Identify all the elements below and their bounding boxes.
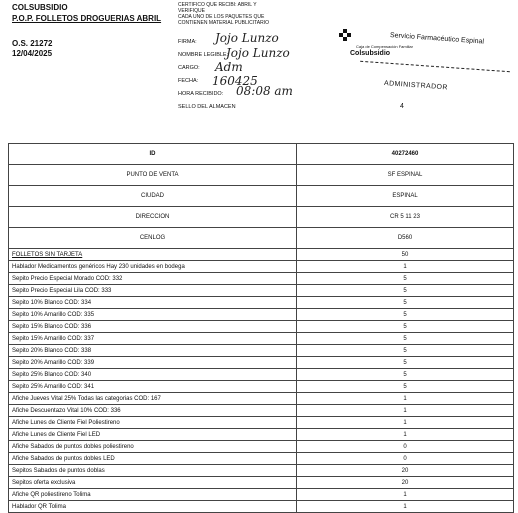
document-date: 12/04/2025	[12, 49, 53, 58]
row-label: Hablador Medicamentos genéricos Hay 230 unidades en bodega	[9, 261, 297, 273]
row-label: Sepito 15% Blanco COD: 336	[9, 321, 297, 333]
row-value: 5	[297, 321, 514, 333]
row-value: 5	[297, 273, 514, 285]
row-value: CR 5 11 23	[297, 207, 514, 228]
item-row	[9, 309, 514, 321]
logo-tagline: Caja de Compensación Familiar	[356, 44, 413, 49]
row-label: Afiche Lunes de Cliente Fiel LED	[9, 429, 297, 441]
fecha-label: FECHA:	[178, 78, 199, 84]
item-row	[9, 297, 514, 309]
row-value: 5	[297, 345, 514, 357]
row-value: 50	[297, 249, 514, 261]
row-value: 1	[297, 489, 514, 501]
row-label: Sepito 25% Blanco COD: 340	[9, 369, 297, 381]
row-value: 5	[297, 357, 514, 369]
row-label: Sepitos oferta exclusiva	[9, 477, 297, 489]
header-row	[9, 207, 514, 228]
row-value: 0	[297, 441, 514, 453]
item-row	[9, 261, 514, 273]
cert-line-1: CERTIFICO QUE RECIBI: ABRIL Y	[178, 2, 257, 8]
role-label: ADMINISTRADOR	[383, 80, 449, 92]
service-label: Servicio Farmacéutico Espinal	[389, 32, 485, 46]
cert-line-2: VERIFIQUE	[178, 8, 205, 14]
row-label: Hablador QR Tolima	[9, 501, 297, 513]
item-row	[9, 393, 514, 405]
row-value: 1	[297, 261, 514, 273]
item-row	[9, 285, 514, 297]
row-label: Afiche Sabados de puntos dobles poliestireno	[9, 441, 297, 453]
item-row	[9, 333, 514, 345]
nombre-value: Jojo Lunzo	[226, 46, 290, 60]
hora-label: HORA RECIBIDO:	[178, 91, 224, 97]
row-value: 1	[297, 417, 514, 429]
firma-signature: Jojo Lunzo	[215, 31, 279, 45]
row-value: 5	[297, 297, 514, 309]
item-row	[9, 429, 514, 441]
os-number: O.S. 21272	[12, 39, 53, 48]
row-label: Afiche Descuentazo Vital 10% COD: 336	[9, 405, 297, 417]
row-value: 5	[297, 369, 514, 381]
header-row	[9, 144, 514, 165]
item-row	[9, 357, 514, 369]
item-row	[9, 321, 514, 333]
item-row	[9, 417, 514, 429]
row-label: FOLLETOS SIN TARJETA	[9, 249, 297, 261]
row-label: Afiche Sabados de puntos dobles LED	[9, 453, 297, 465]
header-row	[9, 186, 514, 207]
row-label: Sepito 20% Amarillo COD: 339	[9, 357, 297, 369]
row-label: Afiche Lunes de Cliente Fiel Poliestireno	[9, 417, 297, 429]
row-value: 1	[297, 429, 514, 441]
row-label: ID	[9, 144, 297, 165]
row-value: 5	[297, 381, 514, 393]
item-row	[9, 441, 514, 453]
row-label: Afiche Jueves Vital 25% Todas las categorias COD: 167	[9, 393, 297, 405]
item-row	[9, 381, 514, 393]
row-label: CENLOG	[9, 228, 297, 249]
row-label: Sepito 10% Amarillo COD: 335	[9, 309, 297, 321]
row-value: ESPINAL	[297, 186, 514, 207]
header-row	[9, 228, 514, 249]
row-value: 1	[297, 405, 514, 417]
packages-count: 4	[400, 103, 404, 110]
delivery-table	[8, 143, 514, 513]
item-row	[9, 501, 514, 513]
fecha-value: 160425	[212, 74, 258, 88]
row-label: CIUDAD	[9, 186, 297, 207]
cert-line-3: CADA UNO DE LOS PAQUETES QUE	[178, 14, 265, 20]
org-name: COLSUBSIDIO	[12, 3, 68, 12]
row-value: 5	[297, 309, 514, 321]
row-label: PUNTO DE VENTA	[9, 165, 297, 186]
row-label: Afiche QR poliestireno Tolima	[9, 489, 297, 501]
sello-label: SELLO DEL ALMACEN	[178, 104, 236, 110]
row-value: 40272460	[297, 144, 514, 165]
cert-line-4: CONTIENEN MATERIAL PUBLICITARIO	[178, 20, 270, 26]
row-value: 20	[297, 477, 514, 489]
item-row	[9, 345, 514, 357]
row-label: Sepito 15% Amarillo COD: 337	[9, 333, 297, 345]
row-value: 20	[297, 465, 514, 477]
row-value: 0	[297, 453, 514, 465]
row-value: SF ESPINAL	[297, 165, 514, 186]
pop-title: P.O.P. FOLLETOS DROGUERIAS ABRIL	[12, 14, 162, 23]
table-body	[9, 144, 514, 513]
logo-name: Colsubsidio	[350, 50, 391, 57]
item-row	[9, 465, 514, 477]
item-row	[9, 249, 514, 261]
row-value: 1	[297, 393, 514, 405]
firma-label: FIRMA:	[178, 39, 197, 45]
row-label: Sepito 10% Blanco COD: 334	[9, 297, 297, 309]
item-row	[9, 489, 514, 501]
item-row	[9, 405, 514, 417]
nombre-label: NOMBRE LEGIBLE:	[178, 52, 229, 58]
stamp-divider	[360, 61, 510, 72]
row-value: D560	[297, 228, 514, 249]
row-label: DIRECCION	[9, 207, 297, 228]
cargo-value: Adm	[215, 60, 243, 74]
row-value: 1	[297, 501, 514, 513]
row-label: Sepito Precio Especial Morado COD: 332	[9, 273, 297, 285]
row-value: 5	[297, 333, 514, 345]
row-label: Sepito 20% Blanco COD: 338	[9, 345, 297, 357]
hora-value: 08:08 am	[236, 84, 293, 98]
item-row	[9, 453, 514, 465]
row-label: Sepito 25% Amarillo COD: 341	[9, 381, 297, 393]
cargo-label: CARGO:	[178, 65, 200, 71]
row-value: 5	[297, 285, 514, 297]
item-row	[9, 273, 514, 285]
colsubsidio-logo-icon	[338, 28, 352, 42]
item-row	[9, 477, 514, 489]
row-label: Sepitos Sabados de puntos doblas	[9, 465, 297, 477]
header-row	[9, 165, 514, 186]
item-row	[9, 369, 514, 381]
row-label: Sepito Precio Especial Lila COD: 333	[9, 285, 297, 297]
